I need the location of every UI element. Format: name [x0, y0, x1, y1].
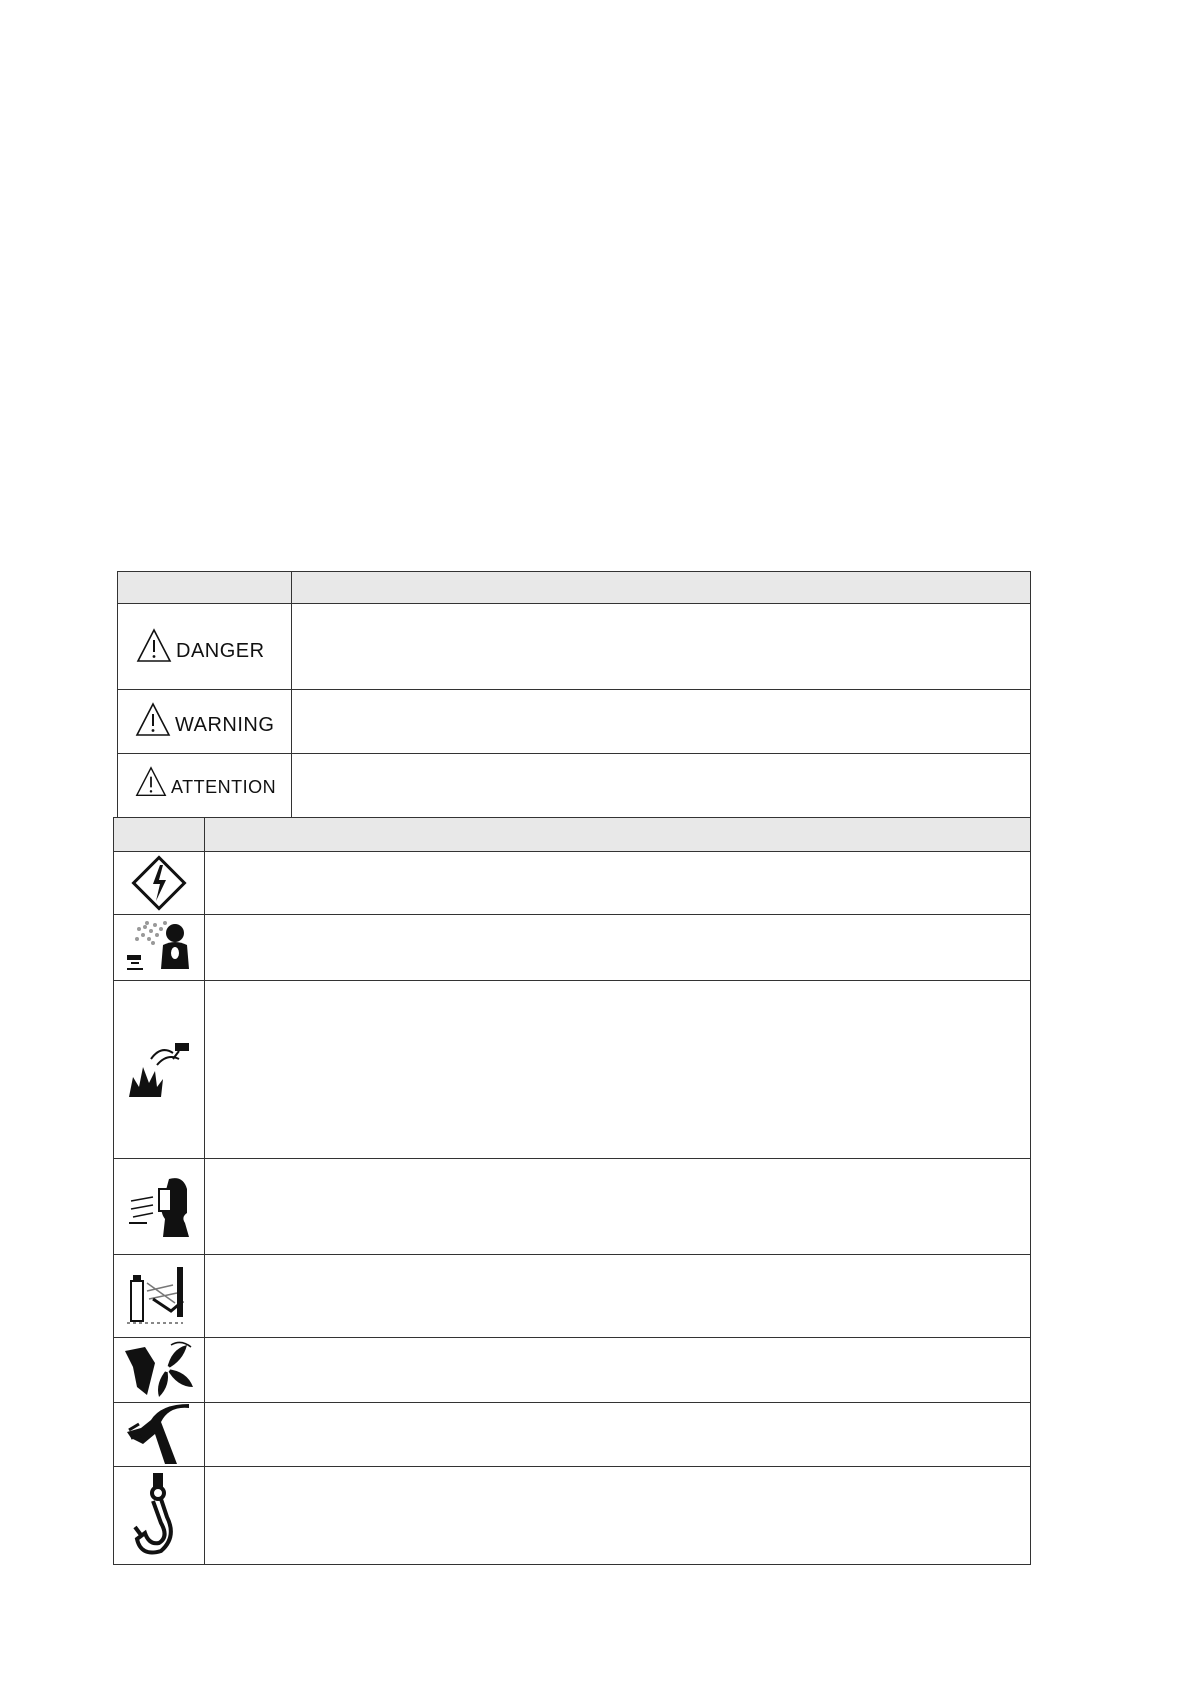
symbol-description [204, 851, 1031, 915]
symbol-description [204, 914, 1031, 981]
symbol-cell [113, 914, 205, 981]
signal-table-header-col2 [291, 571, 1031, 604]
symbol-cell [113, 1337, 205, 1403]
warning-triangle-icon [135, 702, 171, 738]
signal-row-danger [117, 603, 292, 690]
symbol-cell [113, 1466, 205, 1565]
warning-triangle-icon [136, 628, 172, 664]
symbol-cell [113, 851, 205, 915]
signal-row-attention-description [291, 753, 1031, 818]
symbol-table-header-col1 [113, 817, 205, 852]
symbol-description [204, 1402, 1031, 1467]
symbol-description [204, 1254, 1031, 1338]
moving-parts-icon [121, 1339, 197, 1401]
symbol-description [204, 1466, 1031, 1565]
signal-word: WARNING [175, 713, 275, 736]
symbol-description [204, 1337, 1031, 1403]
signal-table-header-col1 [117, 571, 292, 604]
electric-shock-icon [129, 853, 189, 913]
symbol-cell [113, 980, 205, 1159]
signal-word: ATTENTION [171, 776, 277, 797]
lifting-hook-icon [127, 1471, 191, 1561]
signal-row-warning-description [291, 689, 1031, 754]
symbol-description [204, 980, 1031, 1159]
signal-word-table [117, 571, 1031, 818]
symbol-description [204, 1158, 1031, 1255]
symbol-cell [113, 1254, 205, 1338]
symbol-table-header-col2 [204, 817, 1031, 852]
fumes-gases-icon [121, 919, 197, 977]
signal-word: DANGER [176, 639, 265, 662]
symbol-cell [113, 1402, 205, 1467]
danger-label [136, 628, 265, 664]
warning-triangle-icon [135, 766, 167, 798]
safety-symbol-table [113, 817, 1031, 1565]
fire-explosion-icon [123, 1037, 195, 1103]
signal-row-danger-description [291, 603, 1031, 690]
hot-parts-icon [121, 1404, 197, 1466]
gas-cylinder-icon [123, 1263, 195, 1329]
attention-label [135, 766, 276, 798]
arc-rays-icon [123, 1171, 195, 1243]
symbol-cell [113, 1158, 205, 1255]
signal-row-warning [117, 689, 292, 754]
warning-label [135, 702, 274, 738]
signal-row-attention [117, 753, 292, 818]
